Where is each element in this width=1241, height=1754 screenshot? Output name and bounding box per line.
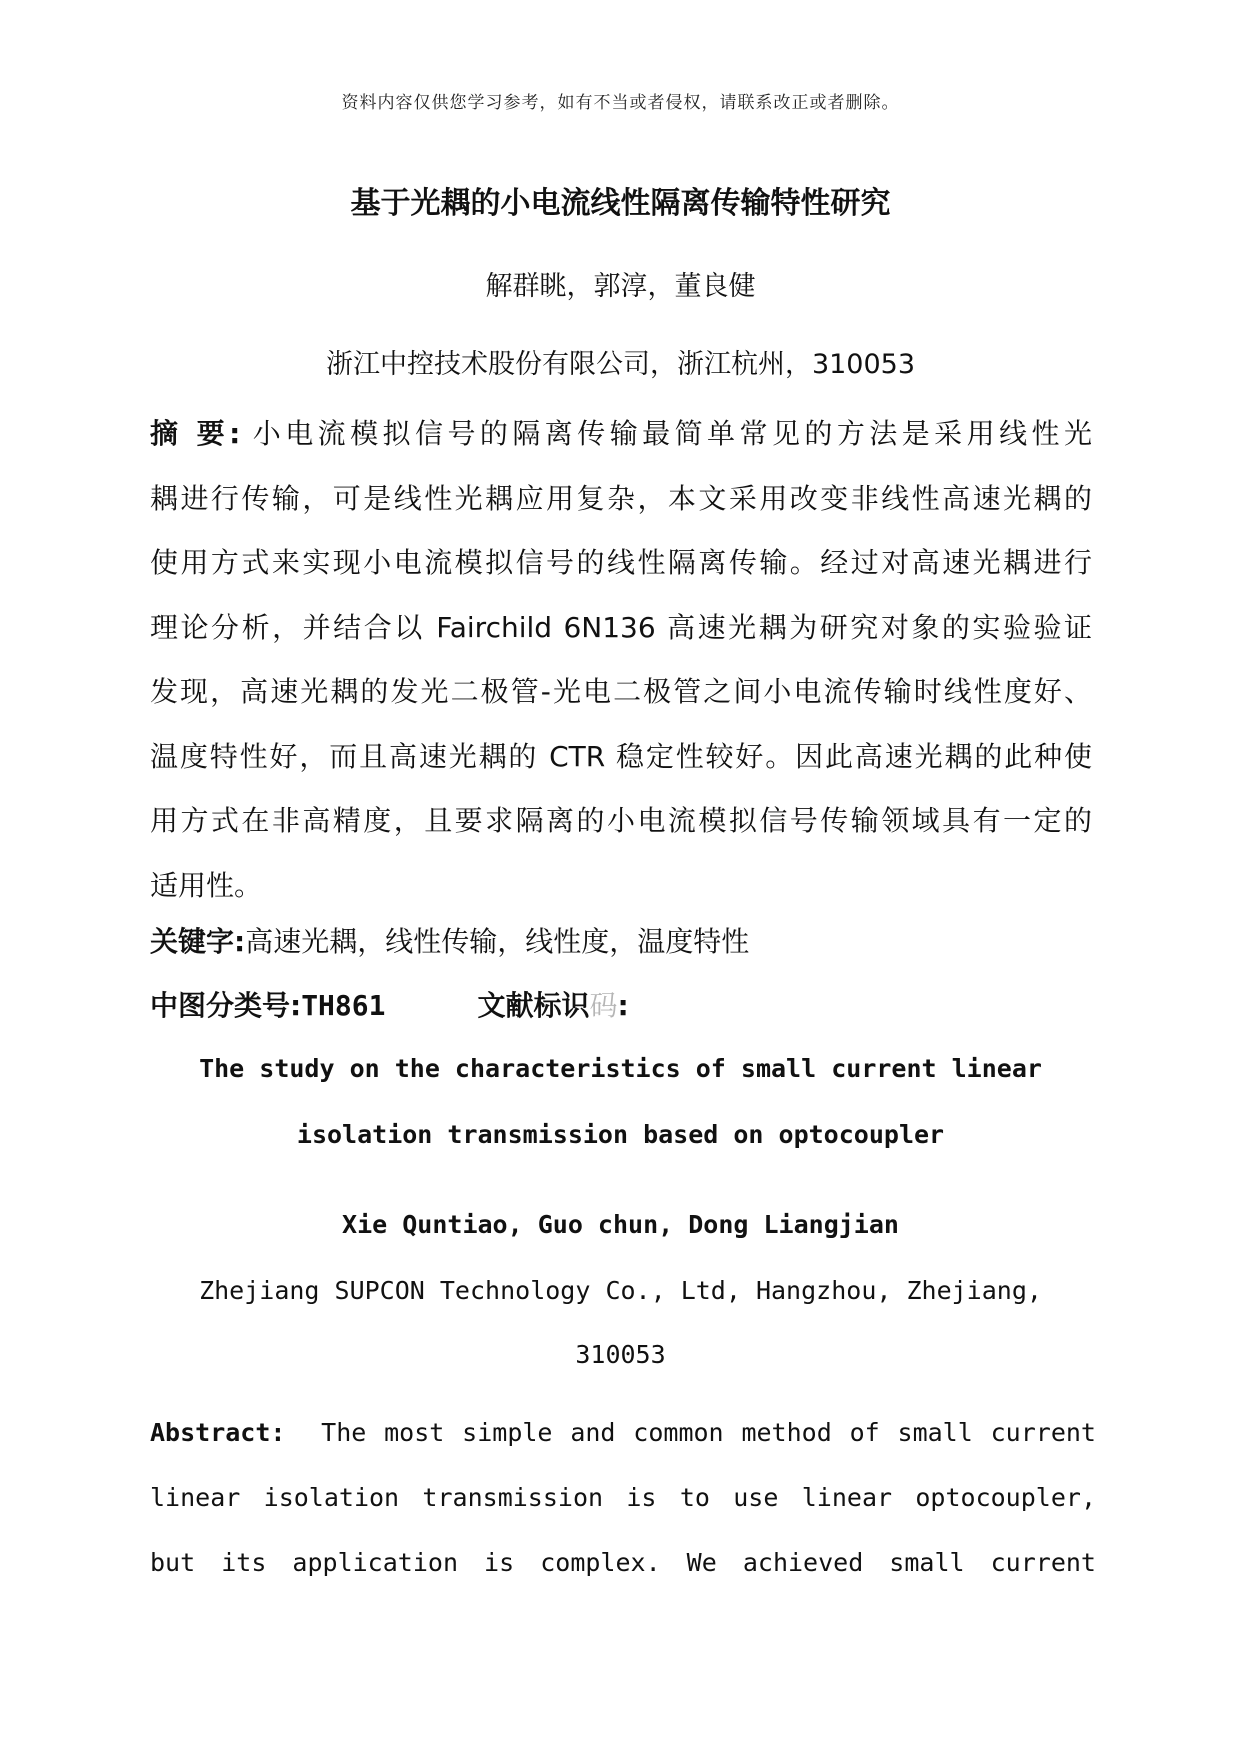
abstract-cn-line-2: 耦进行传输，可是线性光耦应用复杂，本文采用改变非线性高速光耦的 (150, 481, 1092, 515)
authors-english: Xie Quntiao, Guo chun, Dong Liangjian (342, 1210, 899, 1239)
title-english-line-1: The study on the characteristics of small current linear (199, 1054, 1042, 1083)
doc-code-label: 文献标识 (477, 989, 590, 1022)
keywords-line (150, 920, 749, 960)
doc-code-colon: : (617, 989, 629, 1022)
affiliation-english-line-2: 310053 (575, 1340, 666, 1369)
abstract-cn-label: 摘 要: (150, 417, 241, 450)
abstract-en-line-3: but its application is complex. We achieved small current (150, 1548, 1096, 1577)
abstract-cn-line-4: 理论分析，并结合以 Fairchild 6N136 高速光耦为研究对象的实验验证 (150, 610, 1092, 644)
classification-label: 中图分类号: (150, 989, 302, 1022)
abstract-cn-line-6: 温度特性好，而且高速光耦的 CTR 稳定性较好。因此高速光耦的此种使 (150, 739, 1092, 773)
abstract-en-label: Abstract: (150, 1418, 286, 1447)
abstract-en-text: The most simple and common method of small current (321, 1418, 1096, 1447)
abstract-en-line-2: linear isolation transmission is to use linear optocoupler, (150, 1483, 1096, 1512)
abstract-cn-text: 小电流模拟信号的隔离传输最简单常见的方法是采用线性光 (248, 417, 1092, 450)
abstract-cn-line-7: 用方式在非高精度，且要求隔离的小电流模拟信号传输领域具有一定的 (150, 804, 1092, 837)
authors-chinese: 解群眺，郭淳，董良健 (485, 271, 756, 302)
abstract-cn-line-3: 使用方式来实现小电流模拟信号的线性隔离传输。经过对高速光耦进行 (150, 546, 1092, 579)
abstract-english (150, 1400, 1096, 1595)
abstract-chinese (150, 402, 1092, 918)
affiliation-english-line-1: Zhejiang SUPCON Technology Co., Ltd, Hangzhou, Zhejiang, (199, 1276, 1042, 1305)
classification-line (150, 984, 629, 1024)
keywords-label: 关键字: (150, 925, 246, 958)
abstract-cn-line-1 (150, 402, 1092, 467)
classification-value: TH861 (301, 989, 386, 1022)
title-chinese: 基于光耦的小电流线性隔离传输特性研究 (350, 186, 891, 221)
abstract-en-line-1 (150, 1400, 1096, 1465)
keywords-value: 高速光耦，线性传输，线性度，温度特性 (245, 925, 750, 958)
abstract-cn-line-8: 适用性。 (150, 868, 263, 902)
header-disclaimer: 资料内容仅供您学习参考，如有不当或者侵权，请联系改正或者删除。 (341, 93, 900, 113)
affiliation-chinese: 浙江中控技术股份有限公司，浙江杭州，310053 (325, 349, 916, 380)
abstract-cn-line-5: 发现，高速光耦的发光二极管-光电二极管之间小电流传输时线性度好、 (150, 675, 1092, 708)
doc-code-faded-char: 码 (589, 989, 618, 1022)
title-english-line-2: isolation transmission based on optocoupler (296, 1120, 945, 1149)
